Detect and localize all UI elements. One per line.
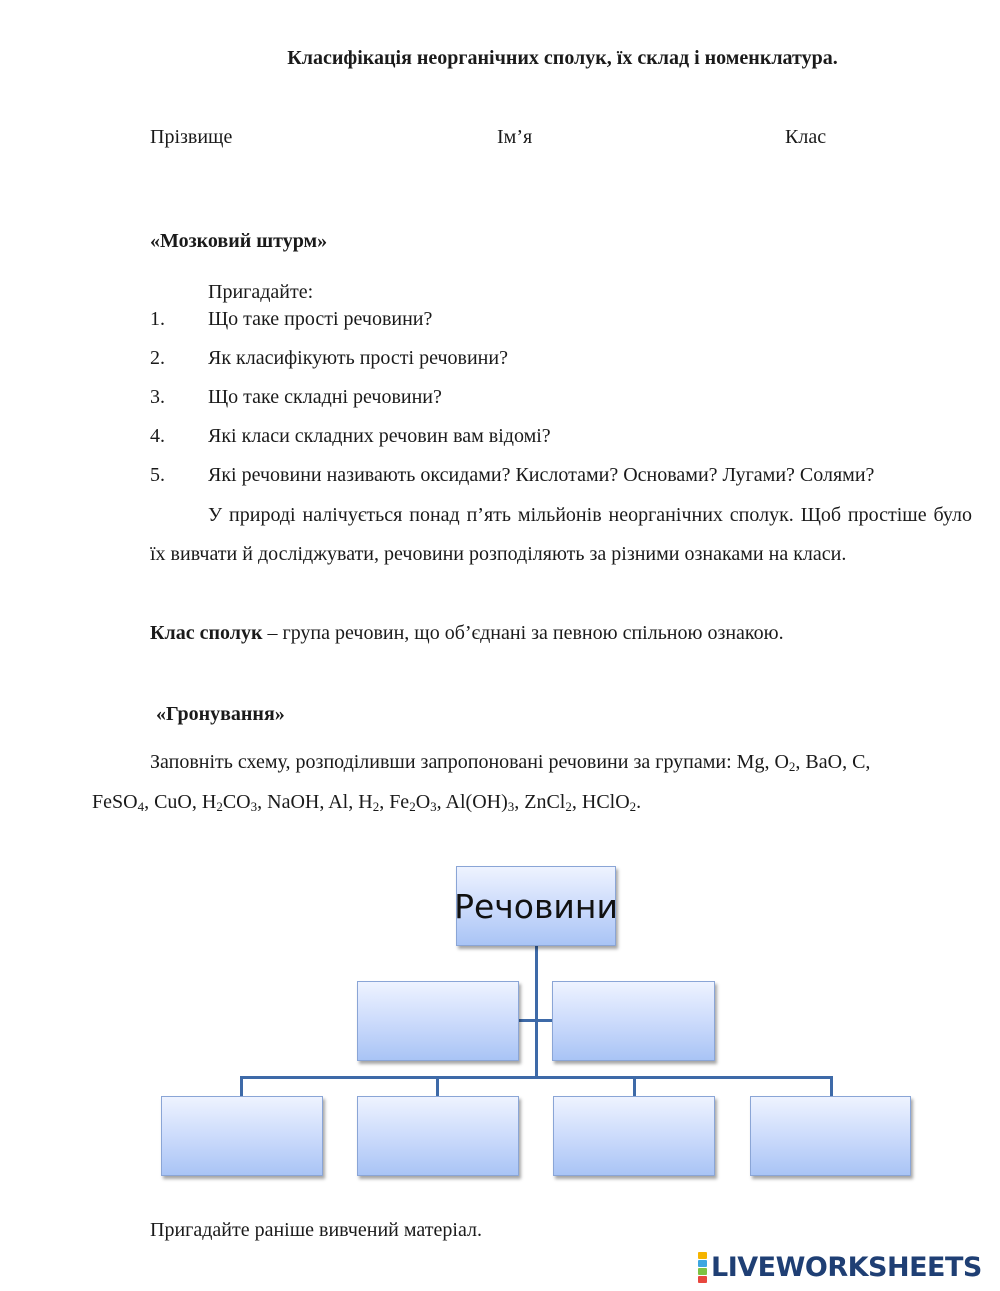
formula-text: , HClO: [571, 791, 630, 813]
connector-line: [633, 1076, 636, 1096]
question-text: Що таке складні речовини?: [208, 386, 442, 408]
formula-text: , NaOH, Al,: [257, 791, 359, 813]
formula-text: , Al(OH): [436, 791, 508, 813]
formula-text: ,: [379, 791, 390, 813]
question-number: 4.: [150, 425, 165, 447]
logo-text: LIVEWORKSHEETS: [711, 1252, 982, 1283]
page-title: Класифікація неорганічних сполук, їх склад і номенклатура.: [287, 47, 838, 69]
task-line-2: [92, 791, 641, 814]
formula-text: CO: [222, 791, 251, 813]
logo-square: [698, 1276, 707, 1283]
connector-line: [240, 1076, 243, 1096]
footer-note: Пригадайте раніше вивчений матеріал.: [150, 1219, 482, 1241]
connector-line: [830, 1076, 833, 1096]
brainstorm-intro: Пригадайте:: [208, 281, 314, 303]
root-node-label: Речовини: [454, 886, 618, 926]
question-text: Що таке прості речовини?: [208, 308, 433, 330]
intro-paragraph: [150, 496, 972, 574]
connector-line: [535, 946, 538, 1078]
question-text: Які класи складних речовин вам відомі?: [208, 425, 551, 447]
live-logo-icon: [698, 1252, 707, 1283]
logo-square: [698, 1252, 707, 1259]
question-text: Які речовини називають оксидами? Кислотами? Основами? Лугами? Солями?: [208, 464, 875, 486]
connector-line: [240, 1076, 833, 1079]
intro-paragraph-text: У природі налічується понад п’ять мільйонів неорганічних сполук. Щоб простіше було їх вивчати й досліджувати, речовини розподіляють за різними ознаками на класи.: [150, 504, 972, 565]
formula-text: Fe: [389, 791, 410, 813]
definition: [150, 622, 784, 645]
question-number: 3.: [150, 386, 165, 408]
subscript: 3: [250, 799, 258, 814]
formula-text: H: [358, 791, 373, 813]
subscript: 2: [788, 759, 796, 774]
formula-text: , ZnCl: [514, 791, 566, 813]
answer-box-level2-1[interactable]: [161, 1096, 323, 1176]
task-text: , BaO, C,: [795, 751, 871, 773]
subscript: 2: [629, 799, 637, 814]
question-number: 2.: [150, 347, 165, 369]
formula-text: FeSO: [92, 791, 138, 813]
surname-label: Прізвище: [150, 126, 233, 148]
brainstorm-heading: «Мозковий штурм»: [150, 230, 328, 252]
subscript: 2: [372, 799, 380, 814]
subscript: 3: [430, 799, 437, 814]
subscript: 4: [137, 799, 145, 814]
answer-box-level2-4[interactable]: [750, 1096, 911, 1176]
question-number: 1.: [150, 308, 165, 330]
connector-line: [436, 1076, 439, 1096]
task-text: Заповніть схему, розподіливши запропоновані речовини за групами: Mg, O: [150, 751, 789, 773]
answer-box-level2-2[interactable]: [357, 1096, 519, 1176]
question-text: Як класифікують прості речовини?: [208, 347, 508, 369]
definition-text: – група речовин, що об’єднані за певною спільною ознакою.: [262, 622, 784, 644]
subscript: 2: [216, 799, 223, 814]
formula-text: .: [636, 791, 642, 813]
formula-text: O: [415, 791, 431, 813]
definition-term: Клас сполук: [150, 622, 263, 644]
logo-square: [698, 1260, 707, 1267]
task-line-1: [150, 751, 870, 774]
question-number: 5.: [150, 464, 165, 486]
clustering-heading: «Гронування»: [156, 703, 285, 725]
subscript: 2: [565, 799, 572, 814]
subscript: 3: [507, 799, 515, 814]
name-label: Ім’я: [497, 126, 533, 148]
liveworksheets-logo[interactable]: [698, 1252, 982, 1283]
formula-text: H: [201, 791, 217, 813]
class-label: Клас: [785, 126, 827, 148]
answer-box-level1-right[interactable]: [552, 981, 715, 1061]
connector-line: [519, 1019, 552, 1022]
answer-box-level1-left[interactable]: [357, 981, 519, 1061]
answer-box-level2-3[interactable]: [553, 1096, 715, 1176]
formula-text: , CuO,: [144, 791, 202, 813]
logo-square: [698, 1268, 707, 1275]
root-node: [456, 866, 616, 946]
subscript: 2: [409, 799, 416, 814]
